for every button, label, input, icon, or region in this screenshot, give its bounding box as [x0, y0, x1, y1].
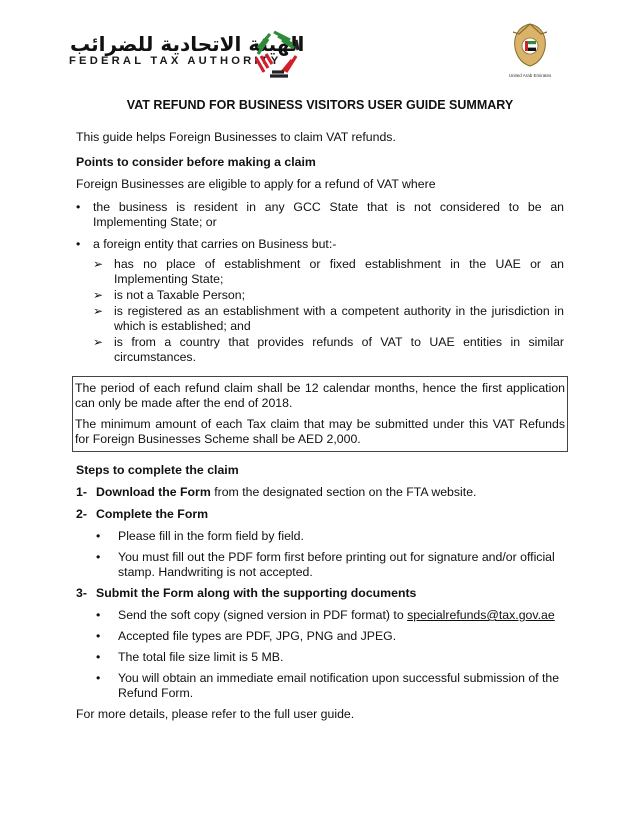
list-item: • Please fill in the form field by field. — [96, 529, 564, 544]
minimum-amount-text: The minimum amount of each Tax claim that may be submitted under this VAT Refunds for Foreign Businesses Scheme shall be AED 2,000. — [75, 417, 565, 446]
step-2-list — [76, 529, 564, 580]
list-item: • You will obtain an immediate email notification upon successful submission of the Refund Form. — [96, 671, 564, 701]
intro-text: This guide helps Foreign Businesses to claim VAT refunds. — [76, 130, 396, 144]
steps-heading: Steps to complete the claim — [76, 463, 239, 477]
list-item — [76, 237, 564, 365]
step-1-number: 1- — [76, 485, 87, 499]
closing-text: For more details, please refer to the full user guide. — [76, 707, 355, 721]
step-3-number: 3- — [76, 586, 87, 600]
step-3-title: Submit the Form along with the supporting documents — [96, 586, 417, 600]
document-header — [0, 0, 638, 90]
step-1-title: Download the Form — [96, 485, 211, 499]
step-3-list — [76, 608, 564, 701]
list-item — [76, 200, 564, 230]
list-item: • The total file size limit is 5 MB. — [96, 650, 564, 665]
list-item — [96, 608, 564, 623]
condition-item: ➢ has no place of establishment or fixed establishment in the UAE or an Implementing State; — [93, 257, 564, 287]
refund-period-text: The period of each refund claim shall be 12 calendar months, hence the first application can only be made after the end of 2018. — [75, 381, 565, 410]
fta-emblem-icon — [246, 24, 306, 84]
list-item: • You must fill out the PDF form first before printing out for signature and/or official stamp. Handwriting is not accepted. — [96, 550, 564, 580]
points-heading: Points to consider before making a claim — [76, 155, 316, 169]
crest-caption: United Arab Emirates — [508, 73, 552, 78]
step-3 — [76, 586, 564, 601]
org-name-english: FEDERAL TAX AUTHORITY — [69, 55, 282, 67]
step-1-text: from the designated section on the FTA website. — [210, 485, 477, 499]
org-name-arabic: الهيئة الاتحادية للضرائب — [70, 32, 305, 56]
claim-terms-box — [72, 376, 568, 452]
condition-item: ➢ is registered as an establishment with a competent authority in the jurisdiction in which is established; and — [93, 304, 564, 334]
eligibility-text: Foreign Businesses are eligible to apply for a refund of VAT where — [76, 177, 436, 191]
eligibility-item-foreign: a foreign entity that carries on Business but:- — [93, 237, 337, 251]
step-2-title: Complete the Form — [96, 507, 209, 521]
list-item: • Accepted file types are PDF, JPG, PNG and JPEG. — [96, 629, 564, 644]
condition-item: ➢ is from a country that provides refunds of VAT to UAE entities in similar circumstances. — [93, 335, 564, 365]
step-2-number: 2- — [76, 507, 87, 521]
foreign-entity-conditions — [93, 257, 564, 365]
submission-instruction: Send the soft copy (signed version in PDF format) to — [118, 608, 408, 622]
refund-email-link[interactable]: specialrefunds@tax.gov.ae — [407, 608, 555, 622]
step-1 — [76, 485, 564, 500]
condition-item: ➢ is not a Taxable Person; — [93, 288, 564, 303]
eligibility-list — [76, 200, 564, 365]
document-body — [76, 98, 564, 722]
step-2 — [76, 507, 564, 522]
uae-crest-icon — [505, 20, 555, 72]
eligibility-item-gcc: the business is resident in any GCC State that is not considered to be an Implementing State; or — [93, 200, 564, 229]
document-title: VAT REFUND FOR BUSINESS VISITORS USER GUIDE SUMMARY — [126, 98, 514, 112]
